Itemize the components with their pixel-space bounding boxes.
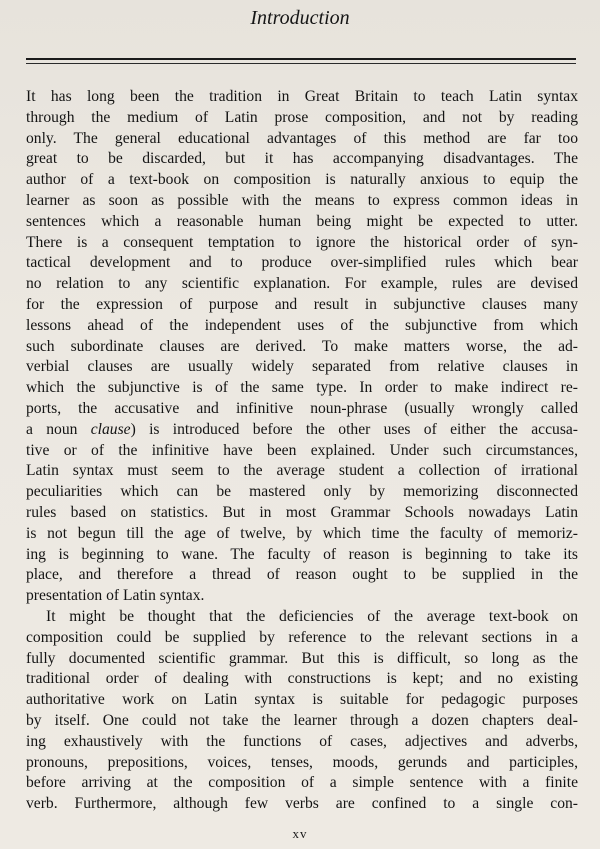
text-line: only. The general educational advantages of this method are far too <box>26 129 578 147</box>
text-line: peculiarities which can be mastered only by memorizing disconnected <box>26 483 578 501</box>
text-line: verb. Furthermore, although few verbs are confined to a single con- <box>26 795 578 813</box>
text-line: such subordinate clauses are derived. To make matters worse, the ad- <box>26 337 578 355</box>
running-header-title: Introduction <box>250 7 350 29</box>
text-line: learner as soon as possible with the means to express common ideas in <box>26 191 578 209</box>
body-text <box>26 87 578 815</box>
text-line: pronouns, prepositions, voices, tenses, moods, gerunds and participles, <box>26 753 578 771</box>
header-rule-thick <box>26 58 576 60</box>
text-line: ing exhaustively with the functions of cases, adjectives and adverbs, <box>26 732 578 750</box>
text-line: author of a text-book on composition is naturally anxious to equip the <box>26 171 578 189</box>
text-line: is not begun till the age of twelve, by which time the faculty of memoriz- <box>26 524 578 542</box>
text-line: There is a consequent temptation to ignore the historical order of syn- <box>26 233 578 251</box>
text-line: ports, the accusative and infinitive noun-phrase (usually wrongly called <box>26 399 578 417</box>
text-line: verbial clauses are usually widely separated from relative clauses in <box>26 358 578 376</box>
text-line: traditional order of dealing with constructions is kept; and no existing <box>26 670 578 688</box>
paragraph-1 <box>26 87 578 607</box>
text-line: through the medium of Latin prose composition, and not by reading <box>26 108 578 126</box>
text-line: authoritative work on Latin syntax is suitable for pedagogic purposes <box>26 691 578 709</box>
text-line: before arriving at the composition of a simple sentence with a finite <box>26 774 578 792</box>
text-line: for the expression of purpose and result in subjunctive clauses many <box>26 295 578 313</box>
page-number: xv <box>292 826 308 841</box>
text-line: lessons ahead of the independent uses of the subjunctive from which <box>26 316 578 334</box>
text-line: no relation to any scientific explanation. For example, rules are devised <box>26 275 578 293</box>
text-line: a noun clause) is introduced before the other uses of either the accusa- <box>26 420 578 438</box>
text-line: tactical development and to produce over-simplified rules which bear <box>26 254 578 272</box>
text-line: great to be discarded, but it has accompanying disadvantages. The <box>26 150 578 168</box>
paragraph-2 <box>26 607 578 815</box>
text-line: It might be thought that the deficiencies of the average text-book on <box>46 607 578 625</box>
text-line: rules based on statistics. But in most Grammar Schools nowadays Latin <box>26 503 578 521</box>
text-line: place, and therefore a thread of reason ought to be supplied in the <box>26 566 578 584</box>
text-line: ing is beginning to wane. The faculty of reason is beginning to take its <box>26 545 578 563</box>
header-rule-thin <box>26 63 576 64</box>
text-line: fully documented scientific grammar. But this is difficult, so long as the <box>26 649 578 667</box>
text-line: composition could be supplied by reference to the relevant sections in a <box>26 628 578 646</box>
text-line: tive or of the infinitive have been explained. Under such circumstances, <box>26 441 578 459</box>
text-line: presentation of Latin syntax. <box>26 587 205 605</box>
text-line: which the subjunctive is of the same type. In order to make indirect re- <box>26 379 578 397</box>
italic-word: clause <box>90 420 131 438</box>
text-line: Latin syntax must seem to the average student a collection of irrational <box>26 462 578 480</box>
text-line: It has long been the tradition in Great Britain to teach Latin syntax <box>26 88 578 105</box>
text-line: sentences which a reasonable human being might be expected to utter. <box>26 212 578 230</box>
text-line: by itself. One could not take the learner through a dozen chapters deal- <box>26 711 578 729</box>
